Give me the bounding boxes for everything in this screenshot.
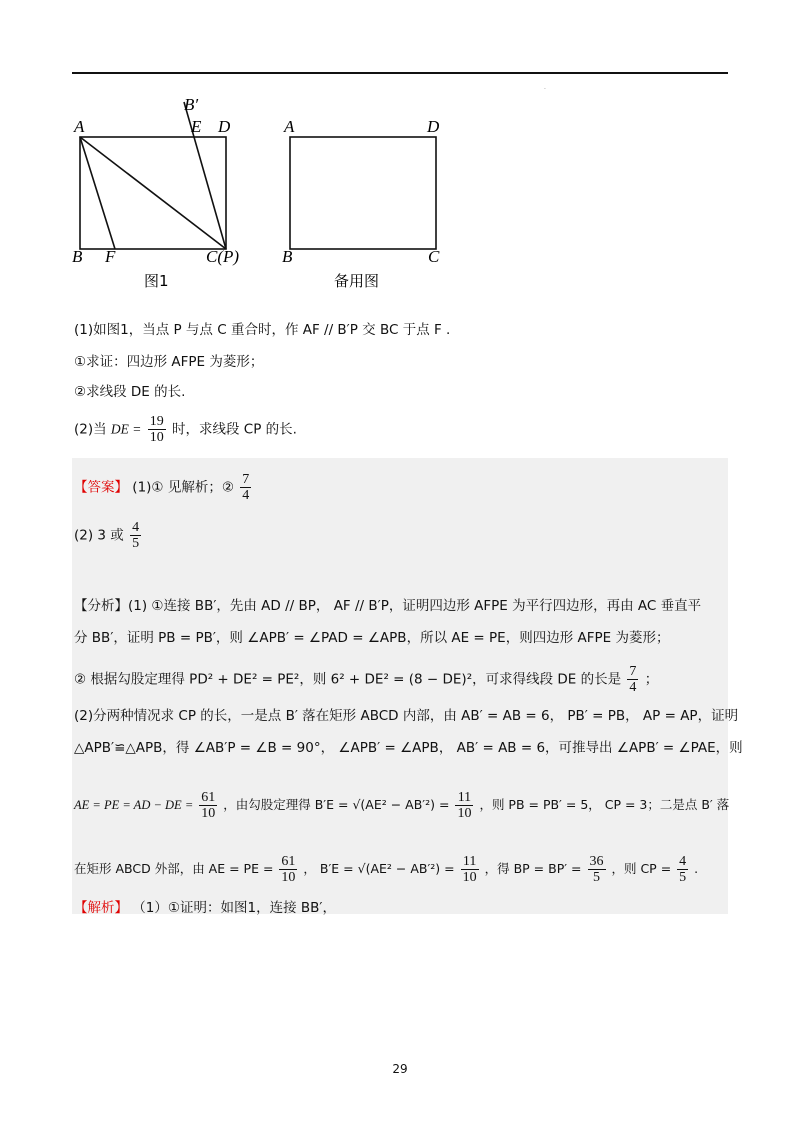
l7-c: ，得 BP = BP′ =	[484, 861, 582, 876]
q2-suffix: 时，求线段 CP 的长.	[172, 421, 297, 438]
analysis-line-2: 分 BB′，证明 PB = PB′，则 ∠APB′ = ∠PAD = ∠APB，所以 AE = PE，则四边形 AFPE 为菱形；	[74, 630, 670, 646]
analysis-3-fraction	[627, 664, 638, 695]
l6-d2: 10	[457, 806, 472, 821]
l7-frac-1	[279, 854, 297, 885]
l6-b: ，由勾股定理得 B′E = √(AE² − AB′²) =	[223, 797, 450, 812]
analysis-line-5: △APB′≌△APB，得 ∠AB′P = ∠B = 90°， ∠APB′ = ∠APB， AB′ = AB = 6，可推导出 ∠APB′ = ∠PAE，则	[74, 740, 743, 756]
answer-2-fraction	[130, 520, 141, 551]
label-a1: A	[74, 117, 85, 136]
answer-1-fraction	[240, 472, 251, 503]
l7-b: ， B′E = √(AE² − AB′²) =	[303, 861, 455, 876]
l6-frac-1	[199, 790, 217, 821]
l7-d1: 10	[281, 870, 296, 885]
l7-d: ，则 CP =	[611, 861, 672, 876]
answer-line-2	[74, 520, 143, 551]
l7-a: 在矩形 ABCD 外部，由 AE = PE =	[74, 861, 274, 876]
label-a2: A	[284, 117, 295, 136]
figure-1	[80, 102, 226, 249]
l6-frac-2	[455, 790, 473, 821]
l7-n3: 36	[589, 854, 604, 869]
question-1b: ②求线段 DE 的长.	[74, 384, 186, 400]
answer-2-text: 3 或	[97, 527, 124, 544]
q2-fraction	[148, 414, 166, 445]
analysis-3-text: ② 根据勾股定理得 PD² + DE² = PE²，则 6² + DE² = (8 − DE)²，可求得线段 DE 的长是	[74, 671, 622, 688]
l6-a: AE = PE = AD − DE =	[74, 798, 194, 812]
header-rule	[72, 72, 728, 74]
a2-num: 4	[132, 520, 140, 535]
l3-den: 4	[629, 680, 637, 695]
label-b1: B	[72, 247, 83, 266]
question-1: (1)如图1，当点 P 与点 C 重合时，作 AF // B′P 交 BC 于点 F .	[74, 322, 451, 338]
l6-d1: 10	[201, 806, 216, 821]
solution-line	[74, 898, 336, 918]
l7-n1: 61	[281, 854, 296, 869]
analysis-line-4: (2)分两种情况求 CP 的长，一是点 B′ 落在矩形 ABCD 内部，由 AB′ = AB = 6， PB′ = PB， AP = AP，证明	[74, 708, 739, 724]
l7-frac-3	[588, 854, 606, 885]
a1-den: 4	[242, 488, 250, 503]
l3-num: 7	[629, 664, 637, 679]
question-1a: ①求证：四边形 AFPE 为菱形；	[74, 354, 264, 370]
q2-math: DE =	[110, 421, 142, 437]
analysis-line-6	[74, 790, 729, 821]
solution-tag: 【解析】	[74, 900, 128, 916]
figure-2	[290, 137, 436, 249]
l7-frac-4	[677, 854, 688, 885]
analysis-line-1: 【分析】(1) ①连接 BB′，先由 AD // BP， AF // B′P，证明四边形 AFPE 为平行四边形，再由 AC 垂直平	[74, 598, 702, 614]
l7-d4: 5	[679, 870, 687, 885]
page-number: 29	[392, 1062, 408, 1076]
l7-frac-2	[461, 854, 479, 885]
label-e1: E	[191, 117, 202, 136]
caption-fig1: 图1	[144, 272, 169, 290]
l6-n1: 61	[201, 790, 216, 805]
answer-line-1	[74, 472, 253, 503]
l6-c: ，则 PB = PB′ = 5， CP = 3；二是点 B′ 落	[479, 797, 730, 812]
label-b2: B	[282, 247, 293, 266]
rectangle-abcd-2	[290, 137, 436, 249]
l7-d3: 5	[593, 870, 600, 885]
q2-prefix: (2)当	[74, 421, 107, 438]
analysis-3-suffix: ；	[644, 671, 659, 688]
l7-d2: 10	[462, 870, 477, 885]
answer-tag: 【答案】	[74, 479, 128, 496]
segment-af	[80, 137, 115, 249]
l7-n4: 4	[679, 854, 687, 869]
q2-num: 19	[149, 414, 164, 429]
label-f1: F	[105, 247, 116, 266]
caption-fig2: 备用图	[334, 272, 380, 290]
label-bprime: B′	[184, 95, 199, 114]
answer-2-prefix: (2)	[74, 527, 94, 544]
answer-1-text: (1)① 见解析；②	[132, 479, 234, 496]
a2-den: 5	[132, 536, 140, 551]
label-cp: C(P)	[206, 247, 240, 266]
label-d1: D	[218, 117, 231, 136]
label-d2: D	[427, 117, 440, 136]
analysis-line-3	[74, 664, 658, 695]
a1-num: 7	[242, 472, 250, 487]
label-c2: C	[428, 247, 440, 266]
analysis-line-7	[74, 854, 698, 885]
stray-dot: ·	[544, 86, 546, 93]
l7-e: .	[694, 861, 699, 876]
l6-n2: 11	[455, 790, 473, 806]
segment-ac	[80, 137, 226, 249]
question-2	[74, 414, 297, 445]
solution-text: （1）①证明：如图1，连接 BB′，	[132, 900, 336, 916]
q2-den: 10	[149, 430, 164, 445]
geometry-figures	[60, 90, 480, 300]
l7-n2: 11	[461, 854, 479, 870]
